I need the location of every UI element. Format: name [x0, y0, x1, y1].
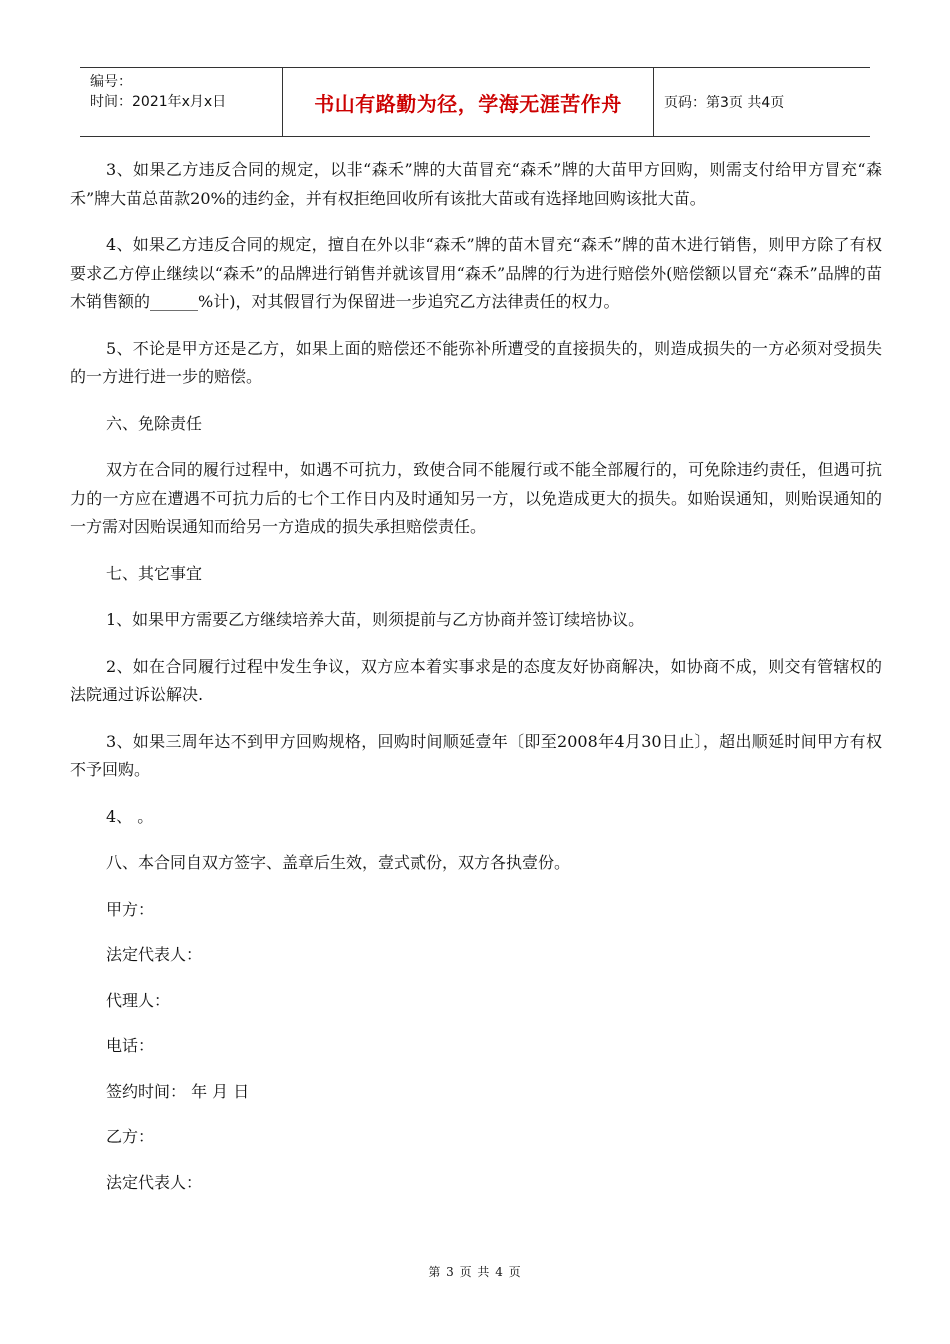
clause-other-1: 1、如果甲方需要乙方继续培养大苗，则须提前与乙方协商并签订续培协议。: [106, 610, 645, 629]
clause-3-counterfeit-buyback: 3、如果乙方违反合同的规定，以非“森禾”牌的大苗冒充“森禾”牌的大苗甲方回购，则需支付给甲方冒充“森禾”牌大苗总苗款20%的违约金，并有权拒绝回收所有该批大苗或有选择地回购该批大苗。: [70, 160, 882, 208]
clause-5-further-compensation: 5、不论是甲方还是乙方，如果上面的赔偿还不能弥补所遭受的直接损失的，则造成损失的一方必须对受损失的一方进行进一步的赔偿。: [70, 338, 882, 386]
contract-body: [70, 156, 882, 1214]
header-page-number: 页码：第3页 共4页: [664, 95, 785, 111]
document-time-label: 时间：2021年x月x日: [90, 94, 227, 110]
clause-other-2: 2、如在合同履行过程中发生争议，双方应本着实事求是的态度友好协商解决，如协商不成，则交有管辖权的法院通过诉讼解决.: [70, 656, 882, 704]
party-a-agent-label: 代理人：: [106, 990, 171, 1010]
section-heading-other-matters: 七、其它事宜: [106, 563, 203, 583]
page-footer: 第 3 页 共 4 页: [428, 1265, 522, 1279]
party-b-legal-rep-label: 法定代表人：: [106, 1172, 203, 1192]
clause-other-4: 4、 。: [106, 806, 154, 826]
document-number-label: 编号：: [90, 74, 132, 90]
clause-force-majeure: 双方在合同的履行过程中，如遇不可抗力，致使合同不能履行或不能全部履行的，可免除违约责任，但遇可抗力的一方应在遭遇不可抗力后的七个工作日内及时通知另一方，以免造成更大的损失。如贻误通知，则贻误通知的一方需对因贻误通知而给另一方造成的损失承担赔偿责任。: [70, 460, 882, 536]
clause-4-counterfeit-sales: 4、如果乙方违反合同的规定，擅自在外以非“森禾”牌的苗木冒充“森禾”牌的苗木进行销售，则甲方除了有权要求乙方停止继续以“森禾”的品牌进行销售并就该冒用“森禾”品牌的行为进行赔偿外(赔偿额以冒充“森禾”品牌的苗木销售额的______%计)，对其假冒行为保留进一步追究乙方法律责任的权力。: [70, 235, 882, 311]
signing-date-label: 签约时间： 年 月 日: [106, 1081, 250, 1101]
party-a-phone-label: 电话：: [106, 1036, 155, 1055]
party-a-label: 甲方：: [106, 899, 155, 919]
header-meta: [80, 68, 282, 136]
header-motto: 书山有路勤为径，学海无涯苦作舟: [282, 68, 654, 136]
section-heading-effectiveness: 八、本合同自双方签字、盖章后生效，壹式贰份，双方各执壹份。: [106, 853, 571, 872]
section-heading-exemption: 六、免除责任: [106, 413, 203, 433]
clause-other-3: 3、如果三周年达不到甲方回购规格，回购时间顺延壹年〔即至2008年4月30日止〕，超出顺延时间甲方有权不予回购。: [70, 731, 882, 779]
party-b-label: 乙方：: [106, 1127, 155, 1146]
party-a-legal-rep-label: 法定代表人：: [106, 945, 203, 964]
page-header: [80, 67, 870, 137]
